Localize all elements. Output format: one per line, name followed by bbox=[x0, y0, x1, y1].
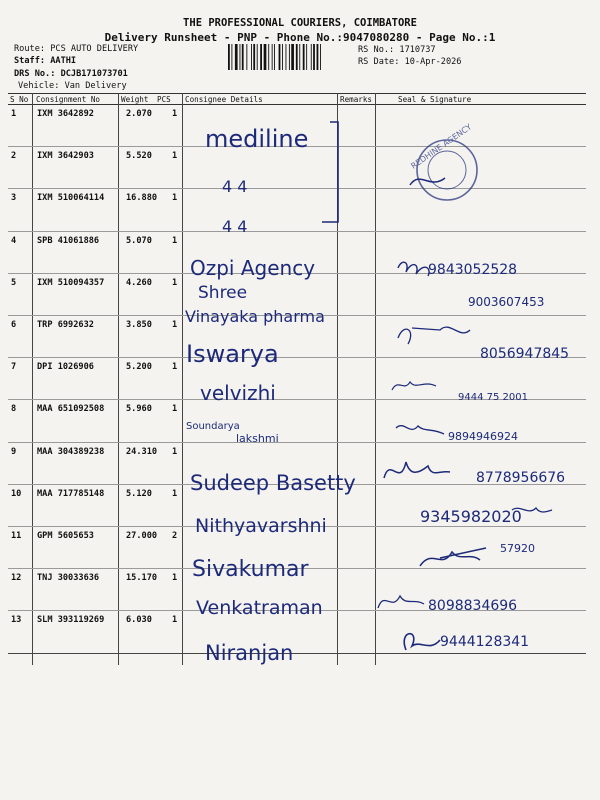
cell-pcs: 1 bbox=[172, 320, 178, 330]
cell-sno: 8 bbox=[11, 404, 17, 415]
runsheet-subtitle: Delivery Runsheet - PNP - Phone No.:9047080280 - Page No.:1 bbox=[104, 31, 496, 44]
cell-sno: 13 bbox=[11, 615, 22, 626]
cell-sno: 6 bbox=[11, 320, 17, 330]
drs-label: DRS No.: DCJB171073701 bbox=[14, 69, 128, 79]
cell-pcs: 1 bbox=[172, 193, 178, 204]
cell-pcs: 1 bbox=[172, 615, 178, 626]
cell-weight: 5.960 bbox=[126, 404, 152, 415]
cell-consignment-no: IXM 510064114 bbox=[37, 193, 105, 204]
col-header-seal: Seal & Signature bbox=[398, 95, 472, 104]
cell-weight: 5.520 bbox=[126, 151, 152, 162]
cell-pcs: 2 bbox=[172, 531, 178, 541]
row-divider bbox=[8, 188, 586, 189]
cell-sno: 9 bbox=[11, 446, 17, 457]
col-header-sno: S No bbox=[10, 95, 29, 104]
cell-sno: 12 bbox=[11, 573, 22, 584]
row-divider bbox=[8, 231, 586, 232]
row-divider bbox=[8, 146, 586, 147]
cell-pcs: 1 bbox=[172, 573, 178, 584]
cell-pcs: 1 bbox=[172, 151, 178, 162]
column-divider bbox=[118, 93, 119, 665]
hw-consignee-12: Venkatraman bbox=[196, 597, 323, 619]
cell-consignment-no: SPB 41061886 bbox=[37, 235, 100, 246]
hw-phone-2: 9003607453 bbox=[468, 295, 545, 309]
hw-phone-4: 9444 75 2001 bbox=[458, 392, 528, 403]
rs-date-label: RS Date: 10-Apr-2026 bbox=[358, 57, 462, 67]
column-divider bbox=[337, 93, 338, 665]
hw-consignee-1: mediline bbox=[205, 125, 309, 153]
cell-consignment-no: IXM 510094357 bbox=[37, 277, 105, 288]
col-header-pcs: PCS bbox=[157, 95, 171, 104]
hw-phone-3: 8056947845 bbox=[480, 346, 570, 362]
hw-consignee-13: Niranjan bbox=[205, 641, 294, 665]
cell-weight: 5.070 bbox=[126, 235, 152, 246]
column-divider bbox=[375, 93, 376, 665]
cell-sno: 10 bbox=[11, 488, 22, 499]
col-header-consignee: Consignee Details bbox=[185, 95, 263, 104]
row-divider bbox=[8, 484, 586, 485]
row-divider bbox=[8, 568, 586, 569]
row-divider bbox=[8, 526, 586, 527]
cell-weight: 4.260 bbox=[126, 277, 152, 288]
cell-pcs: 1 bbox=[172, 277, 178, 288]
cell-weight: 2.070 bbox=[126, 109, 152, 119]
cell-weight: 27.000 bbox=[126, 531, 158, 541]
cell-consignment-no: SLM 393119269 bbox=[37, 615, 105, 626]
cell-sno: 7 bbox=[11, 362, 17, 373]
hw-consignee-9: Sudeep Basetty bbox=[190, 471, 356, 495]
cell-consignment-no: TNJ 30033636 bbox=[37, 573, 100, 584]
row-divider bbox=[8, 399, 586, 400]
hw-phone-5: 9894946924 bbox=[448, 430, 518, 443]
hw-consignee-7: velvizhi bbox=[200, 381, 276, 405]
company-title: THE PROFESSIONAL COURIERS, COIMBATORE bbox=[183, 17, 417, 29]
cell-weight: 3.850 bbox=[126, 320, 152, 330]
cell-weight: 15.170 bbox=[126, 573, 158, 584]
cell-weight: 5.120 bbox=[126, 488, 152, 499]
hw-consignee-10: Nithyavarshni bbox=[195, 515, 327, 537]
rs-no-label: RS No.: 1710737 bbox=[358, 45, 436, 55]
cell-sno: 2 bbox=[11, 151, 17, 162]
hw-consignee-5a: Shree bbox=[198, 283, 248, 303]
col-header-weight: Weight bbox=[121, 95, 149, 104]
cell-consignment-no: MAA 304389238 bbox=[37, 446, 105, 457]
cell-weight: 5.200 bbox=[126, 362, 152, 373]
table-bottom-border bbox=[8, 653, 586, 654]
route-label: Route: PCS AUTO DELIVERY bbox=[14, 44, 139, 54]
hw-ditto-3: 4 4 bbox=[222, 217, 248, 236]
stamp-text: REDHINE AGENCY bbox=[409, 122, 474, 171]
row-divider bbox=[8, 273, 586, 274]
cell-consignment-no: GPM 5605653 bbox=[37, 531, 94, 541]
hw-consignee-8b: lakshmi bbox=[236, 432, 279, 445]
column-divider bbox=[32, 93, 33, 665]
hw-phone-10: 9444128341 bbox=[440, 634, 530, 650]
cell-sno: 3 bbox=[11, 193, 17, 204]
table-top-border bbox=[8, 93, 586, 94]
cell-pcs: 1 bbox=[172, 362, 178, 373]
hw-ditto-2: 4 4 bbox=[222, 177, 248, 196]
row-divider bbox=[8, 442, 586, 443]
cell-sno: 4 bbox=[11, 235, 17, 246]
cell-pcs: 1 bbox=[172, 109, 178, 119]
hw-consignee-6: Iswarya bbox=[186, 340, 279, 368]
row-divider bbox=[8, 315, 586, 316]
hw-consignee-5b: Vinayaka pharma bbox=[185, 307, 325, 326]
vehicle-label: Vehicle: Van Delivery bbox=[18, 81, 127, 91]
cell-sno: 1 bbox=[11, 109, 17, 119]
cell-pcs: 1 bbox=[172, 446, 178, 457]
cell-weight: 6.030 bbox=[126, 615, 152, 626]
col-header-consignment: Consignment No bbox=[36, 95, 101, 104]
cell-consignment-no: DPI 1026906 bbox=[37, 362, 94, 373]
hw-consignee-11: Sivakumar bbox=[192, 557, 309, 582]
cell-sno: 5 bbox=[11, 277, 17, 288]
cell-weight: 16.880 bbox=[126, 193, 158, 204]
cell-consignment-no: TRP 6992632 bbox=[37, 320, 94, 330]
barcode-image bbox=[228, 44, 356, 70]
cell-consignment-no: MAA 651092508 bbox=[37, 404, 105, 415]
hw-phone-9: 8098834696 bbox=[428, 598, 518, 614]
cell-pcs: 1 bbox=[172, 488, 178, 499]
hw-phone-1: 9843052528 bbox=[428, 262, 518, 278]
cell-pcs: 1 bbox=[172, 404, 178, 415]
cell-sno: 11 bbox=[11, 531, 22, 541]
col-header-remarks: Remarks bbox=[340, 95, 373, 104]
hw-consignee-4: Ozpi Agency bbox=[190, 256, 316, 280]
cell-consignment-no: IXM 3642892 bbox=[37, 109, 94, 119]
hw-consignee-8a: Soundarya bbox=[186, 421, 240, 432]
cell-weight: 24.310 bbox=[126, 446, 158, 457]
staff-label: Staff: AATHI bbox=[14, 56, 77, 66]
hw-phone-8: 57920 bbox=[500, 542, 535, 555]
cell-pcs: 1 bbox=[172, 235, 178, 246]
cell-consignment-no: MAA 717785148 bbox=[37, 488, 105, 499]
column-divider bbox=[182, 93, 183, 665]
hw-phone-6: 8778956676 bbox=[476, 470, 566, 486]
table-header-border bbox=[8, 104, 586, 105]
row-divider bbox=[8, 357, 586, 358]
row-divider bbox=[8, 610, 586, 611]
hw-phone-7: 9345982020 bbox=[420, 507, 522, 526]
cell-consignment-no: IXM 3642903 bbox=[37, 151, 94, 162]
